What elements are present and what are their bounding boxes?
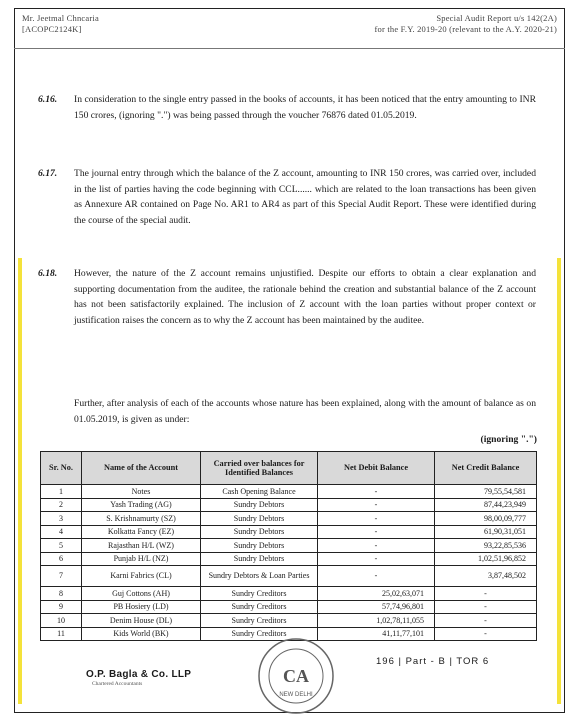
balances-table <box>40 451 537 641</box>
cell-net-credit: 3,87,48,502 <box>435 566 537 587</box>
col-net-debit: Net Debit Balance <box>318 452 435 485</box>
svg-text:NEW DELHI: NEW DELHI <box>279 692 313 698</box>
cell-net-credit: 87,44,23,949 <box>435 498 537 512</box>
cell-carried-over: Sundry Creditors <box>201 587 318 601</box>
table-row <box>41 552 537 566</box>
cell-account-name: Rajasthan H/L (WZ) <box>82 539 201 553</box>
table-row <box>41 600 537 614</box>
header-left <box>22 13 99 35</box>
seal-stamp-icon <box>256 636 336 716</box>
cell-carried-over: Sundry Debtors <box>201 552 318 566</box>
cell-account-name: Denim House (DL) <box>82 614 201 628</box>
cell-account-name: Punjab H/L (NZ) <box>82 552 201 566</box>
cell-net-debit: - <box>318 539 435 553</box>
table-row <box>41 512 537 526</box>
highlight-bar-right <box>557 258 561 704</box>
paragraph-text: However, the nature of the Z account remains unjustified. Despite our efforts to obtain a clear explanation and supporting documentation from the auditee, the rationale behind the creation and substantial balance of the Z account has not been satisfactorily explained. The inclusion of Z account with the loan parties without proper context or justification raises the concern as to why the Z account has been maintained by the auditee. <box>74 268 536 326</box>
cell-net-credit: 98,00,09,777 <box>435 512 537 526</box>
cell-carried-over: Sundry Debtors & Loan Parties <box>201 566 318 587</box>
ignoring-note: (ignoring ".") <box>480 434 537 445</box>
table-row <box>41 539 537 553</box>
cell-net-credit: 79,55,54,581 <box>435 485 537 499</box>
further-paragraph: Further, after analysis of each of the accounts whose nature has been explained, along with the amount of balance as on 01.05.2019, is given as under: <box>74 398 536 425</box>
table-body <box>41 485 537 641</box>
cell-carried-over: Cash Opening Balance <box>201 485 318 499</box>
cell-account-name: Kolkatta Fancy (EZ) <box>82 525 201 539</box>
paragraph-number: 6.18. <box>38 268 58 279</box>
paragraph-number: 6.17. <box>38 168 58 179</box>
report-title: Special Audit Report u/s 142(2A) <box>436 13 557 23</box>
cell-account-name: Karni Fabrics (CL) <box>82 566 201 587</box>
cell-sr-no: 3 <box>41 512 82 526</box>
header-divider <box>14 48 565 49</box>
cell-carried-over: Sundry Debtors <box>201 498 318 512</box>
cell-net-debit: 25,02,63,071 <box>318 587 435 601</box>
header-right <box>375 13 558 35</box>
cell-net-credit: 61,90,31,051 <box>435 525 537 539</box>
cell-net-debit: 57,74,96,801 <box>318 600 435 614</box>
cell-net-credit: 1,02,51,96,852 <box>435 552 537 566</box>
col-sr-no: Sr. No. <box>41 452 82 485</box>
cell-account-name: S. Krishnamurty (SZ) <box>82 512 201 526</box>
cell-sr-no: 7 <box>41 566 82 587</box>
cell-sr-no: 2 <box>41 498 82 512</box>
cell-account-name: Kids World (BK) <box>82 627 201 641</box>
cell-net-debit: 41,11,77,101 <box>318 627 435 641</box>
table-row <box>41 614 537 628</box>
paragraph-text: The journal entry through which the balance of the Z account, amounting to INR 150 crores, was carried over, included in the list of parties having the code beginning with CCL...... which are related to the loan transactions has been given as Annexure AR contained on Page No. AR1 to AR4 as part of this Special Audit Report. These were identified during the course of the special audit. <box>74 168 536 226</box>
cell-carried-over: Sundry Creditors <box>201 600 318 614</box>
paragraph-text: In consideration to the single entry passed in the books of accounts, it has been noticed that the entry amounting to INR 150 crores, (ignoring ".") was being passed through the voucher 76876 dated 01.05.2019. <box>74 94 536 121</box>
cell-net-credit: - <box>435 600 537 614</box>
table-row <box>41 485 537 499</box>
cell-carried-over: Sundry Debtors <box>201 512 318 526</box>
cell-sr-no: 4 <box>41 525 82 539</box>
cell-net-credit: - <box>435 627 537 641</box>
table-row <box>41 587 537 601</box>
cell-sr-no: 6 <box>41 552 82 566</box>
cell-net-debit: - <box>318 498 435 512</box>
cell-sr-no: 10 <box>41 614 82 628</box>
cell-net-debit: - <box>318 566 435 587</box>
cell-carried-over: Sundry Debtors <box>201 539 318 553</box>
client-name: Mr. Jeetmal Chncaria <box>22 13 99 23</box>
paragraph-6-17 <box>38 166 536 228</box>
cell-sr-no: 1 <box>41 485 82 499</box>
svg-text:CA: CA <box>283 666 309 686</box>
cell-sr-no: 11 <box>41 627 82 641</box>
firm-subtitle: Chartered Accountants <box>92 681 143 687</box>
table-row <box>41 566 537 587</box>
cell-net-credit: 93,22,85,536 <box>435 539 537 553</box>
cell-net-debit: - <box>318 525 435 539</box>
col-account-name: Name of the Account <box>82 452 201 485</box>
highlight-bar-left <box>18 258 22 704</box>
cell-sr-no: 8 <box>41 587 82 601</box>
paragraph-number: 6.16. <box>38 94 58 105</box>
cell-carried-over: Sundry Creditors <box>201 614 318 628</box>
firm-logo: O.P. Bagla & Co. LLP <box>86 669 192 680</box>
col-net-credit: Net Credit Balance <box>435 452 537 485</box>
cell-net-debit: 1,02,78,11,055 <box>318 614 435 628</box>
cell-account-name: Yash Trading (AG) <box>82 498 201 512</box>
paragraph-6-16 <box>38 92 536 123</box>
cell-carried-over: Sundry Debtors <box>201 525 318 539</box>
paragraph-6-18 <box>38 266 536 328</box>
cell-account-name: Notes <box>82 485 201 499</box>
cell-account-name: Guj Cottons (AH) <box>82 587 201 601</box>
col-carried-over: Carried over balances for Identified Balances <box>201 452 318 485</box>
cell-sr-no: 9 <box>41 600 82 614</box>
table-header-row <box>41 452 537 485</box>
cell-account-name: PB Hosiery (LD) <box>82 600 201 614</box>
table-row <box>41 525 537 539</box>
cell-sr-no: 5 <box>41 539 82 553</box>
cell-carried-over: Sundry Creditors <box>201 627 318 641</box>
table-row <box>41 498 537 512</box>
client-pan: [ACOPC2124K] <box>22 24 82 34</box>
report-period: for the F.Y. 2019-20 (relevant to the A.Y. 2020-21) <box>374 24 557 34</box>
cell-net-debit: - <box>318 552 435 566</box>
cell-net-credit: - <box>435 614 537 628</box>
cell-net-credit: - <box>435 587 537 601</box>
cell-net-debit: - <box>318 512 435 526</box>
cell-net-debit: - <box>318 485 435 499</box>
page-number-label: 196 | Part - B | TOR 6 <box>376 656 490 667</box>
